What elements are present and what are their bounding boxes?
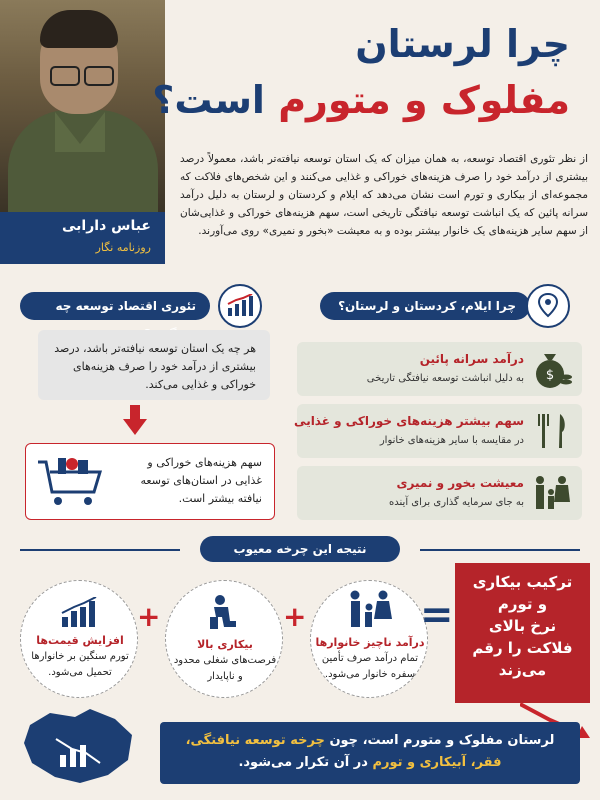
rising-chart-icon [60, 597, 100, 633]
result-box: ترکیب بیکاری و تورم نرخ بالای فلاکت را رقم می‌زند [455, 563, 590, 703]
right-section-header: چرا ایلام، کردستان و لرستان؟ [320, 292, 530, 320]
author-card [0, 212, 165, 264]
shopping-cart-icon [36, 454, 106, 515]
title-blue-part: است؟ [152, 78, 265, 122]
food-share-text: سهم هزینه‌های خوراکی و غذایی در استان‌های توسعه نیافته بیشتر است. [140, 456, 262, 505]
theory-box: هر چه یک استان توسعه نیافته‌تر باشد، درصد بیشتری از درآمد خود را صرف هزینه‌های خوراکی و غذایی می‌کند. [38, 330, 270, 400]
author-role: روزنامه نگار [95, 241, 151, 254]
cycle-item: درآمد ناچیز خانوارها تمام درآمد صرف تأمین سفره خانوار می‌شود. [310, 580, 428, 698]
intro-paragraph: از نظر تئوری اقتصاد توسعه، به همان میزان که یک استان توسعه نیافته‌تر باشد، معمولاً درصد بیشتری از درآمد خود را صرف هزینه‌های خوراکی و غذایی می‌کنند و این شخص‌های فلاکت که مجموعه‌ای از بیکاری و تورم است نشان می‌دهد که ایلام و کردستان و لرستان به دلیل درآمد سرانه پائین که یک انباشت توسعه نیافتگی تاریخی است، سهم هزینه‌های خوراکی و غذایی‌شان از سهم سایر هزینه‌های یک خانوار بیشتر بوده و به معیشت «بخور و نمیری» روی می‌آورند. [180, 153, 588, 237]
svg-text:$: $ [545, 368, 555, 383]
conclusion-banner: لرستان مفلوک و متورم است، چون چرخه توسعه نیافتگی، فقر، آبیکاری و تورم در آن تکرار می‌شود. [160, 722, 580, 784]
map-pin-icon [526, 284, 570, 328]
author-photo [0, 0, 165, 212]
money-bag-icon [530, 348, 574, 390]
left-section-header: تئوری اقتصاد توسعه چه [20, 292, 210, 320]
cycle-item: بیکاری بالا فرصت‌های شغلی محدود و ناپایدار [165, 580, 283, 698]
family-icon [530, 472, 574, 514]
food-share-box [25, 443, 275, 520]
reason-item: درآمد سرانه پائین به دلیل انباشت توسعه نیافتگی تاریخی $ [297, 342, 582, 396]
fork-knife-icon [530, 410, 574, 452]
equals-sign: = [420, 592, 454, 638]
page-title-line1: چرا لرستان [355, 22, 570, 66]
page-title-line2 [152, 78, 570, 122]
cycle-title: نتیجه این چرخه معیوب [200, 536, 400, 562]
reason-item: سهم بیشتر هزینه‌های خوراکی و غذایی در مقایسه با سایر هزینه‌های خانوار [297, 404, 582, 458]
plus-sign: + [283, 600, 307, 633]
cycle-item: افزایش قیمت‌ها تورم سنگین بر خانوارها تحمیل می‌شود. [20, 580, 138, 698]
reason-item: معیشت بخور و نمیری به جای سرمایه گذاری برای آینده [297, 466, 582, 520]
divider [20, 549, 180, 551]
province-map-icon [20, 705, 140, 790]
sad-person-icon [206, 593, 244, 635]
divider [420, 549, 580, 551]
down-arrow-icon [123, 405, 147, 439]
plus-sign: + [137, 600, 161, 633]
family-icon [345, 589, 395, 633]
growth-chart-icon [218, 284, 262, 328]
title-red-part: مفلوک و متورم [278, 78, 570, 122]
author-name: عباس دارابی [62, 218, 151, 234]
